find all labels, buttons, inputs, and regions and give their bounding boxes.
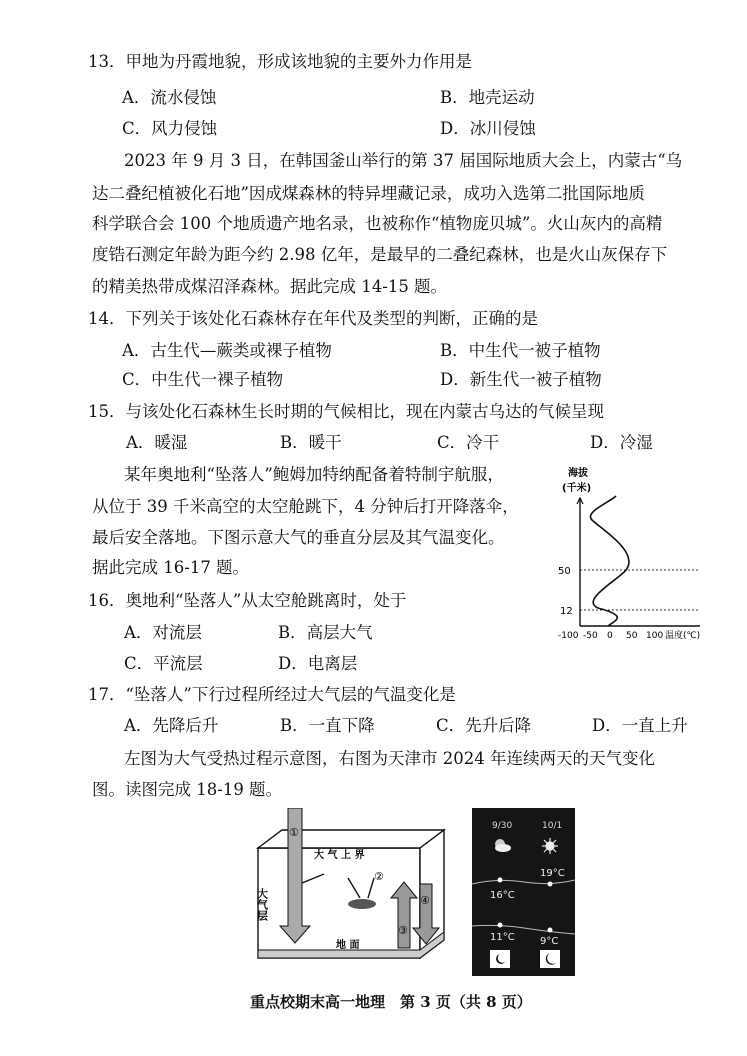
day1-low-temp: 11°C [490, 932, 515, 943]
ground-label: 地 面 [336, 940, 360, 951]
day1-high-temp: 16°C [490, 890, 515, 901]
passage-2-line-3: 最后安全落地。下图示意大气的垂直分层及其气温变化。 [92, 528, 505, 547]
night-clear-icon [540, 950, 560, 968]
day1-high-dot [498, 878, 503, 883]
passage-1-line-3: 科学联合会 100 个地质遗产地名录，也被称作“植物庞贝城”。火山灰内的高精 [92, 214, 663, 233]
q14-option-b: B．中生代一被子植物 [440, 341, 601, 360]
chart-y-label-2: (千米) [562, 483, 592, 494]
q14-option-d: D．新生代一被子植物 [440, 370, 602, 389]
q14-option-a: A．古生代—蕨类或裸子植物 [122, 341, 332, 360]
x-axis-label: 温度(℃) [665, 631, 701, 641]
q13-option-a: A．流水侵蚀 [122, 88, 217, 107]
passage-1-line-1: 2023 年 9 月 3 日，在韩国釜山举行的第 37 届国际地质大会上，内蒙古“乌 [124, 151, 683, 170]
q14-option-c: C．中生代一裸子植物 [122, 370, 284, 389]
day2-high-dot [548, 882, 553, 887]
passage-2-line-4: 据此完成 16-17 题。 [92, 558, 250, 577]
atmosphere-side-label [256, 887, 269, 922]
q15-option-d: D．冷湿 [590, 433, 653, 452]
question-17-stem: 17．“坠落人”下行过程所经过大气层的气温变化是 [88, 685, 456, 704]
q15-option-b: B．暖干 [280, 433, 342, 452]
cloud-icon [348, 899, 376, 909]
page-footer: 重点校期末高一地理 第 3 页（共 8 页） [250, 993, 532, 1011]
sunny-icon [542, 838, 558, 854]
atmosphere-box-top [258, 830, 444, 848]
atmosphere-temperature-chart [540, 460, 740, 645]
passage-2-line-1: 某年奥地利“坠落人”鲍姆加特纳配备着特制宇航服， [124, 465, 504, 484]
question-16-stem: 16．奥地利“坠落人”从太空舱跳离时，处于 [88, 591, 407, 610]
q13-option-c: C．风力侵蚀 [122, 119, 218, 138]
passage-1-line-5: 的精美热带成煤沼泽森林。据此完成 14-15 题。 [92, 277, 448, 296]
x-tick-0: 0 [607, 631, 613, 641]
atmosphere-top-label: 大 气 上 界 [314, 850, 365, 861]
label-2: ② [374, 870, 384, 883]
x-tick-neg50: -50 [583, 631, 598, 641]
passage-3-line-2: 图。读图完成 18-19 题。 [92, 780, 283, 799]
q16-option-a: A．对流层 [124, 623, 202, 642]
q17-option-d: D．一直上升 [592, 716, 688, 735]
passage-1-line-4: 度锆石测定年龄为距今约 2.98 亿年，是最早的二叠纪森林，也是火山灰保存下 [92, 245, 668, 264]
day1-low-dot [498, 923, 503, 928]
question-14-stem: 14．下列关于该处化石森林存在年代及类型的判断，正确的是 [88, 309, 538, 328]
passage-3-line-1: 左图为大气受热过程示意图，右图为天津市 2024 年连续两天的天气变化 [124, 749, 655, 768]
q13-option-d: D．冰川侵蚀 [440, 119, 536, 138]
day2-low-temp: 9°C [540, 936, 559, 947]
q15-option-c: C．冷干 [437, 433, 500, 452]
passage-2-line-2: 从位于 39 千米高空的太空舱跳下，4 分钟后打开降落伞， [92, 497, 519, 516]
question-15-stem: 15．与该处化石森林生长时期的气候相比，现在内蒙古乌达的气候呈现 [88, 402, 604, 421]
q16-option-b: B．高层大气 [278, 623, 373, 642]
day1-date: 9/30 [492, 821, 513, 831]
q13-option-b: B．地壳运动 [440, 88, 535, 107]
q17-option-a: A．先降后升 [124, 716, 219, 735]
weather-forecast-panel [472, 808, 575, 976]
temperature-curve [590, 496, 628, 626]
q16-option-c: C．平流层 [124, 654, 203, 673]
x-tick-50: 50 [626, 631, 638, 641]
label-1: ① [289, 826, 299, 839]
atmospheric-heating-diagram [252, 808, 464, 978]
day2-date: 10/1 [542, 821, 563, 831]
q16-option-d: D．电离层 [278, 654, 358, 673]
label-3: ③ [398, 924, 408, 937]
night-cloudy-icon [490, 950, 510, 968]
atmosphere-side-label-text: 大气层 [255, 888, 269, 921]
chart-y-label-1: 海拔 [568, 468, 588, 479]
day2-high-temp: 19°C [540, 868, 565, 879]
label-4: ④ [420, 894, 430, 907]
q15-option-a: A．暖湿 [126, 433, 188, 452]
q17-option-c: C．先升后降 [436, 716, 532, 735]
passage-1-line-2: 达二叠纪植被化石地”因成煤森林的特异埋藏记录，成功入选第二批国际地质 [92, 184, 645, 203]
x-tick-100: 100 [646, 631, 664, 641]
y-tick-50: 50 [558, 566, 571, 577]
y-tick-12: 12 [560, 606, 573, 617]
x-tick-neg100: -100 [558, 631, 579, 641]
question-13-stem: 13．甲地为丹霞地貌，形成该地貌的主要外力作用是 [88, 52, 472, 71]
q17-option-b: B．一直下降 [280, 716, 375, 735]
day2-low-dot [548, 928, 553, 933]
